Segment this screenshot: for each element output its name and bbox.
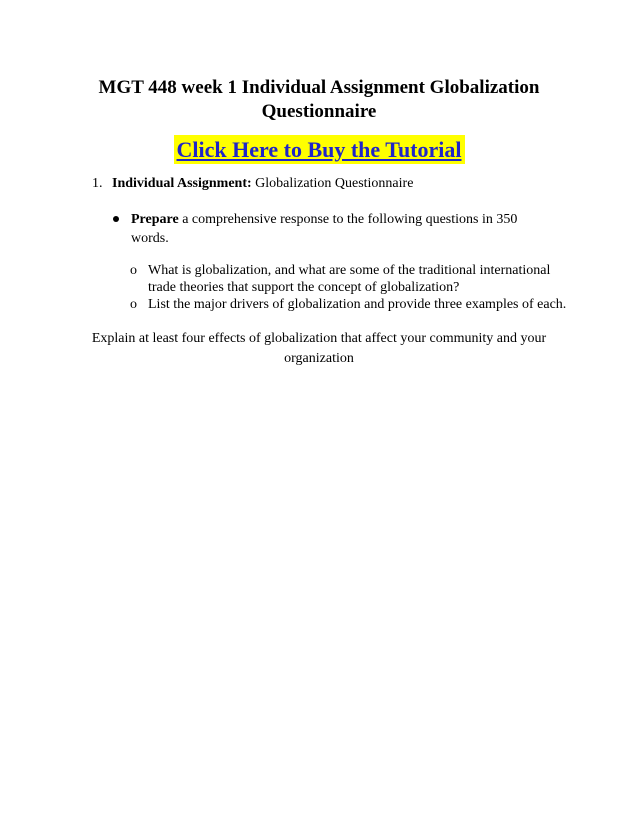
numbered-item: [92, 175, 413, 193]
sub-item-text: What is globalization, and what are some of the traditional international trade theories that support the concept of globalization?: [148, 263, 551, 295]
bullet-bold-text: Prepare: [131, 212, 179, 227]
item-text: Globalization Questionnaire: [255, 176, 414, 191]
item-label: Individual Assignment:: [112, 176, 252, 191]
bullet-text-block: [131, 210, 523, 248]
bullet-text: a comprehensive response to the following questions in 350 words.: [131, 212, 518, 246]
closing-paragraph: Explain at least four effects of globalization that affect your community and your organization: [91, 331, 547, 366]
buy-link-container: [0, 135, 638, 164]
buy-tutorial-link[interactable]: Click Here to Buy the Tutorial: [174, 135, 465, 164]
sub-item-text: List the major drivers of globalization and provide three examples of each.: [148, 297, 567, 312]
item-number: 1.: [92, 176, 103, 191]
bullet-dot-icon: [113, 216, 119, 222]
sub-item-marker: o: [130, 263, 137, 278]
sub-item-marker: o: [130, 297, 137, 312]
document-title: MGT 448 week 1 Individual Assignment Globalization Questionnaire: [98, 77, 540, 122]
